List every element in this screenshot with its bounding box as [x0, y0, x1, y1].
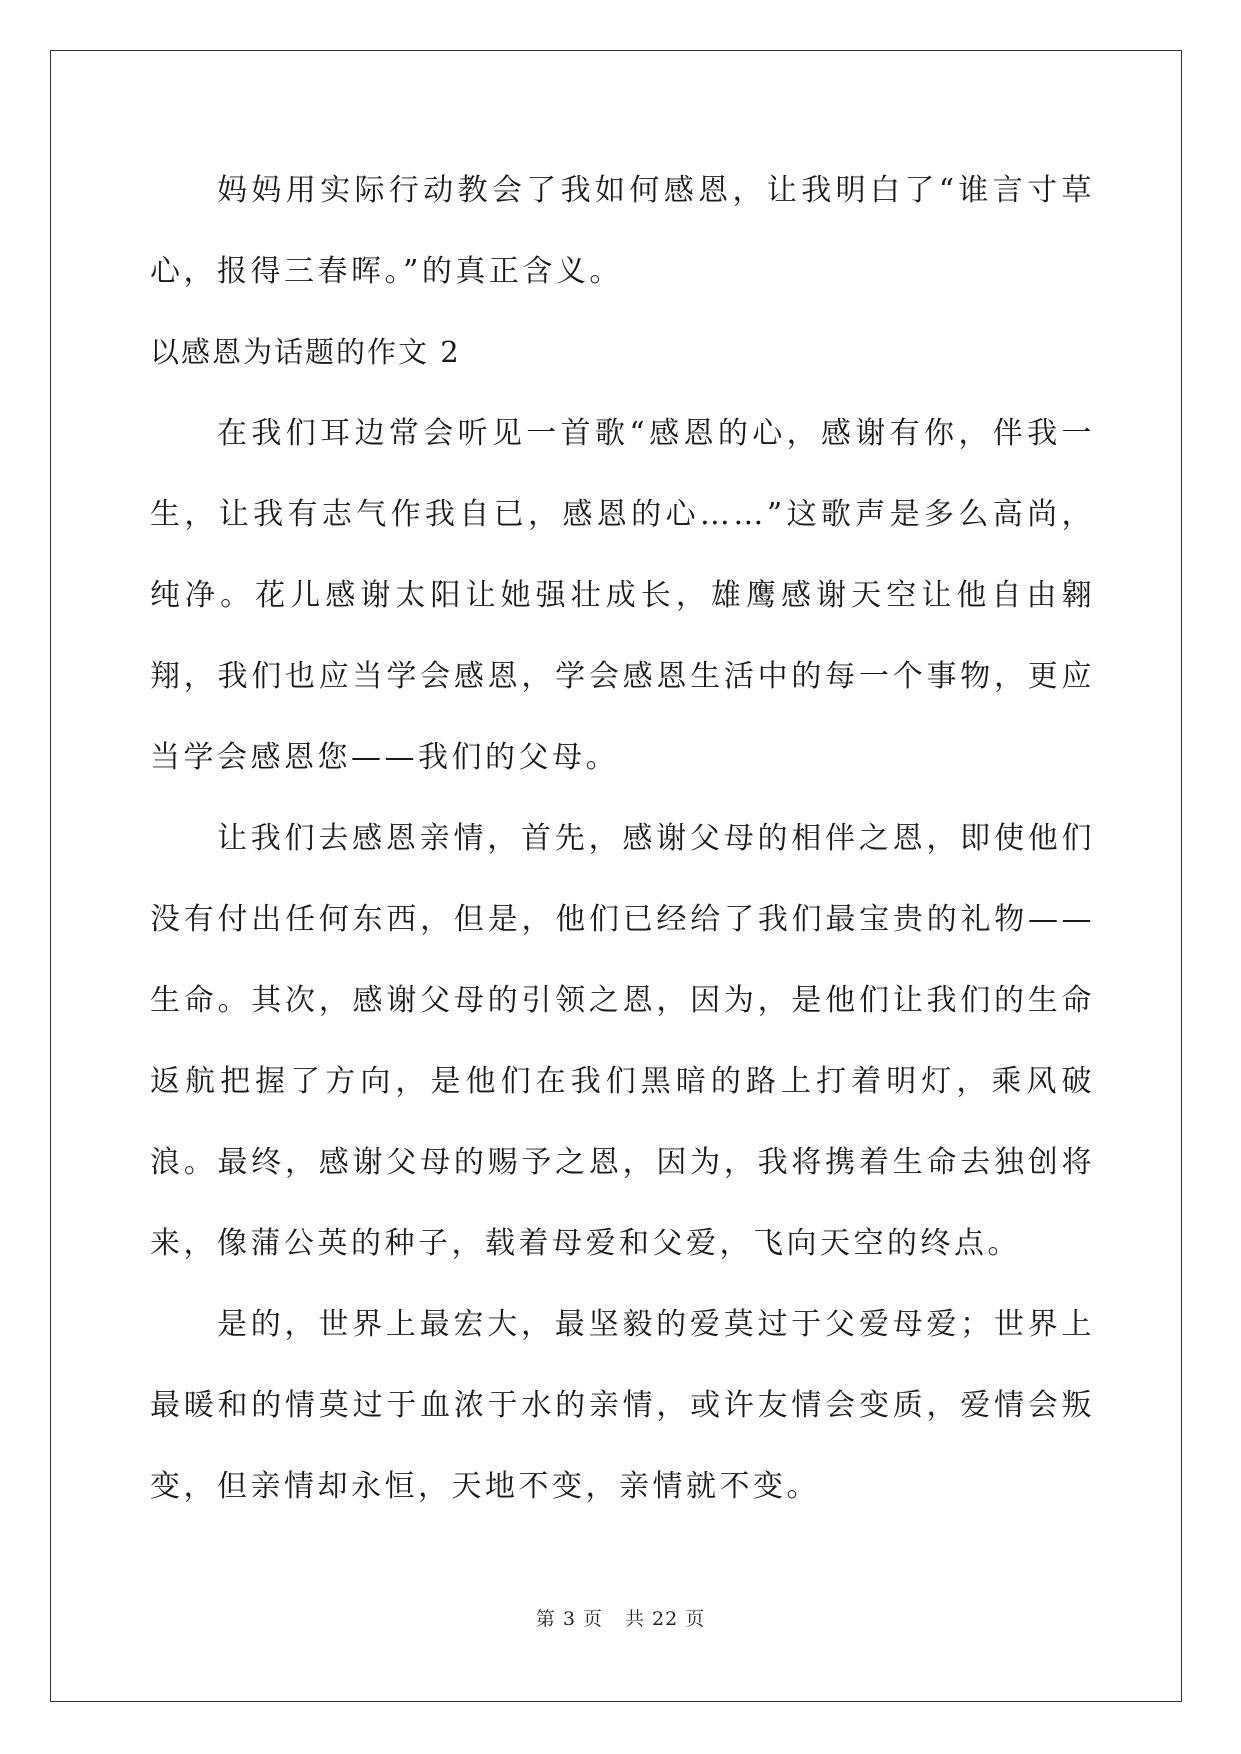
- paragraph-1: 妈妈用实际行动教会了我如何感恩，让我明白了“谁言寸草心，报得三春晖。”的真正含义。: [150, 173, 1095, 289]
- page-number: 第 3 页: [535, 1608, 603, 1630]
- paragraph-2: 在我们耳边常会听见一首歌“感恩的心，感谢有你，伴我一生，让我有志气作我自已，感恩的心……”这歌声是多么高尚，纯净。花儿感谢太阳让她强壮成长，雄鹰感谢天空让他自由翱翔，我们也应当学会感恩，学会感恩生活中的每一个事物，更应当学会感恩您——我们的父母。: [150, 416, 1095, 775]
- paragraph-4: 是的，世界上最宏大，最坚毅的爱莫过于父爱母爱；世界上最暖和的情莫过于血浓于水的亲情，或许友情会变质，爱情会叛变，但亲情却永恒，天地不变，亲情就不变。: [150, 1307, 1095, 1504]
- page-footer: [0, 1604, 1241, 1631]
- section-heading: 以感恩为话题的作文 2: [150, 335, 461, 369]
- paragraph-3: 让我们去感恩亲情，首先，感谢父母的相伴之恩，即使他们没有付出任何东西，但是，他们已经给了我们最宝贵的礼物——生命。其次，感谢父母的引领之恩，因为，是他们让我们的生命返航把握了方向，是他们在我们黑暗的路上打着明灯，乘风破浪。最终，感谢父母的赐予之恩，因为，我将携着生命去独创将来，像蒲公英的种子，载着母爱和父爱，飞向天空的终点。: [150, 821, 1095, 1261]
- document-body: [150, 150, 1095, 1527]
- page-total: 共 22 页: [624, 1608, 706, 1630]
